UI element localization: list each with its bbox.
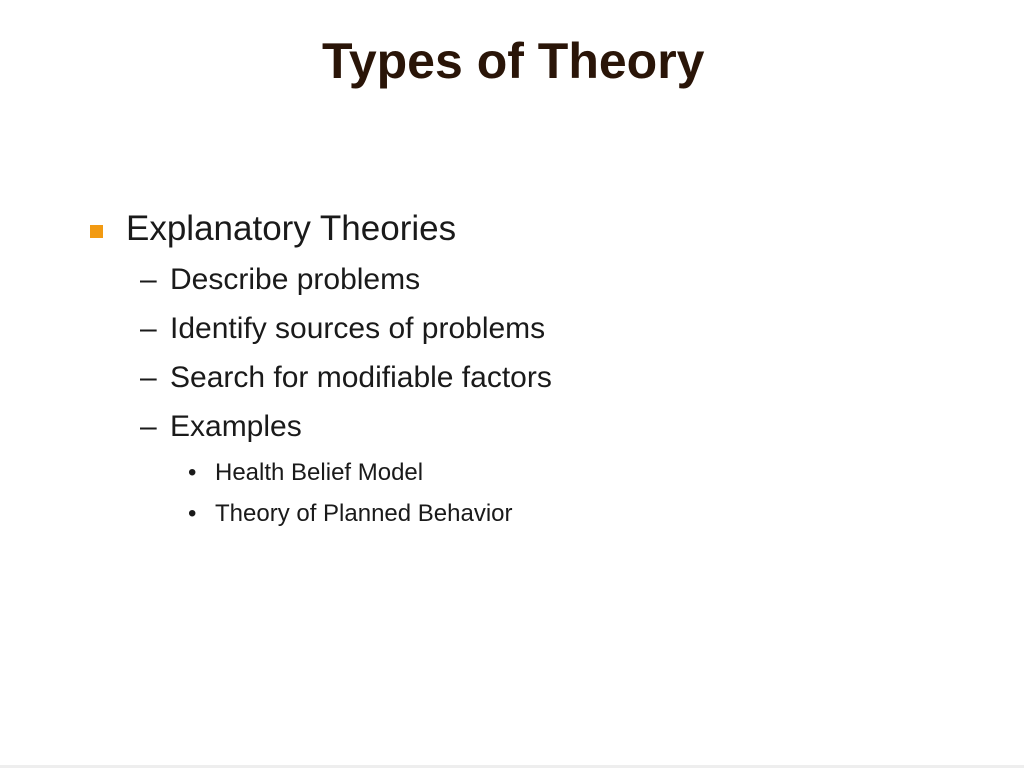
sub-bullet-text: Identify sources of problems — [170, 312, 546, 345]
example-text: Health Belief Model — [215, 459, 424, 486]
dash-marker: – — [140, 361, 157, 394]
sub-bullet-text: Describe problems — [170, 263, 421, 296]
sub-bullet-search-factors — [140, 361, 552, 395]
dash-marker: – — [140, 410, 157, 443]
example-text: Theory of Planned Behavior — [215, 500, 513, 527]
dot-marker: • — [188, 500, 197, 527]
example-health-belief-model — [188, 459, 423, 487]
sub-bullet-describe-problems — [140, 263, 420, 297]
dot-marker: • — [188, 459, 197, 486]
example-theory-of-planned-behavior — [188, 500, 513, 528]
slide-title: Types of Theory — [322, 33, 705, 89]
bullet-text: Explanatory Theories — [126, 209, 457, 248]
square-bullet-icon — [90, 225, 103, 238]
sub-bullet-identify-sources — [140, 312, 545, 346]
sub-bullet-text: Examples — [170, 410, 302, 443]
bullet-explanatory-theories — [90, 208, 456, 250]
sub-bullet-examples — [140, 410, 302, 444]
dash-marker: – — [140, 263, 157, 296]
dash-marker: – — [140, 312, 157, 345]
sub-bullet-text: Search for modifiable factors — [170, 361, 552, 394]
